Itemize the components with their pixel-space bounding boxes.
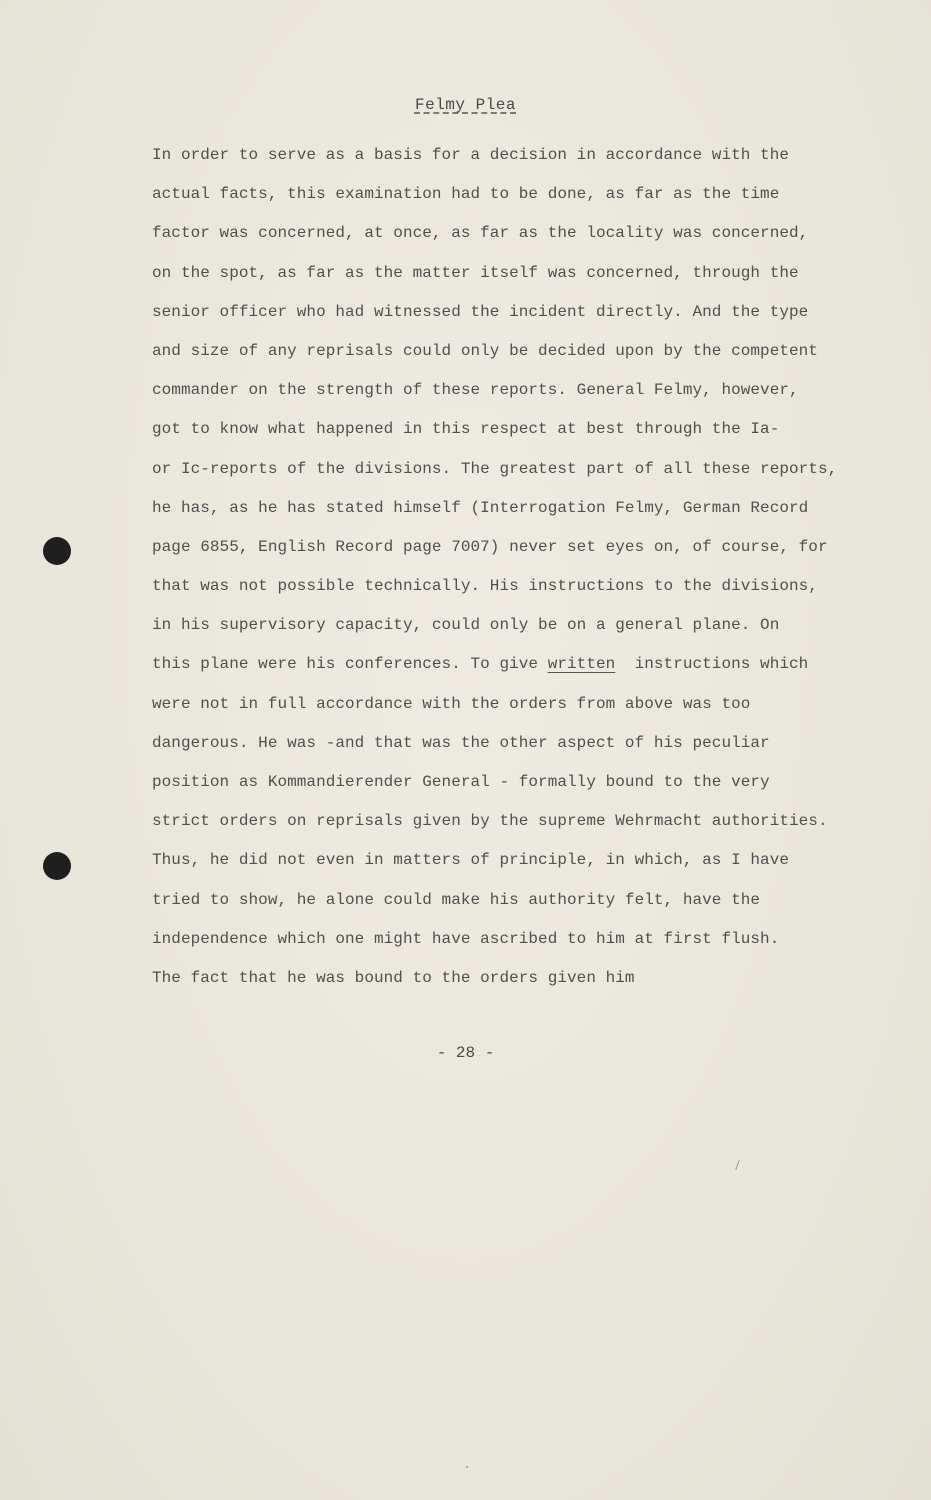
text-line: he has, as he has stated himself (Interrogation Felmy, German Record [152,498,809,517]
text-line: The fact that he was bound to the orders given him [152,968,635,987]
text-line: independence which one might have ascribed to him at first flush. [152,929,780,948]
text-line: in his supervisory capacity, could only be on a general plane. On [152,616,780,635]
page-number: - 28 - [436,1044,495,1062]
body-text [152,141,852,1003]
text-line: strict orders on reprisals given by the supreme Wehrmacht authorities. [152,812,828,831]
punch-hole [43,537,71,565]
text-line: and size of any reprisals could only be decided upon by the competent [152,341,818,360]
title-text: Felmy Plea [414,96,516,114]
text-line: actual facts, this examination had to be done, as far as the time [152,185,780,204]
text-line: on the spot, as far as the matter itself was concerned, through the [152,263,799,282]
text-line: position as Kommandierender General - formally bound to the very [152,773,770,791]
text-line: or Ic-reports of the divisions. The greatest part of all these reports, [152,459,838,478]
punch-hole [43,852,71,880]
text-line-underlined [152,650,852,689]
text-line: that was not possible technically. His instructions to the divisions, [152,577,818,596]
text-line: factor was concerned, at once, as far as the locality was concerned, [152,224,809,243]
text-segment: instructions which [615,655,809,674]
text-line: dangerous. He was -and that was the other aspect of his peculiar [152,733,770,752]
text-line: In order to serve as a basis for a decision in accordance with the [152,146,790,164]
text-line: senior officer who had witnessed the incident directly. And the type [152,302,809,321]
paper-mark [735,1160,739,1170]
text-line: page 6855, English Record page 7007) never set eyes on, of course, for [152,537,828,556]
document-title [0,96,931,114]
text-segment: this plane were his conferences. To give [152,655,548,674]
text-line: commander on the strength of these reports. General Felmy, however, [152,381,799,400]
text-line: were not in full accordance with the orders from above was too [152,694,751,713]
paper-mark [466,1466,468,1468]
text-line: Thus, he did not even in matters of principle, in which, as I have [152,851,790,870]
text-line: tried to show, he alone could make his authority felt, have the [152,890,761,909]
underlined-word: written [547,655,616,674]
text-line: got to know what happened in this respect at best through the Ia- [152,420,780,439]
